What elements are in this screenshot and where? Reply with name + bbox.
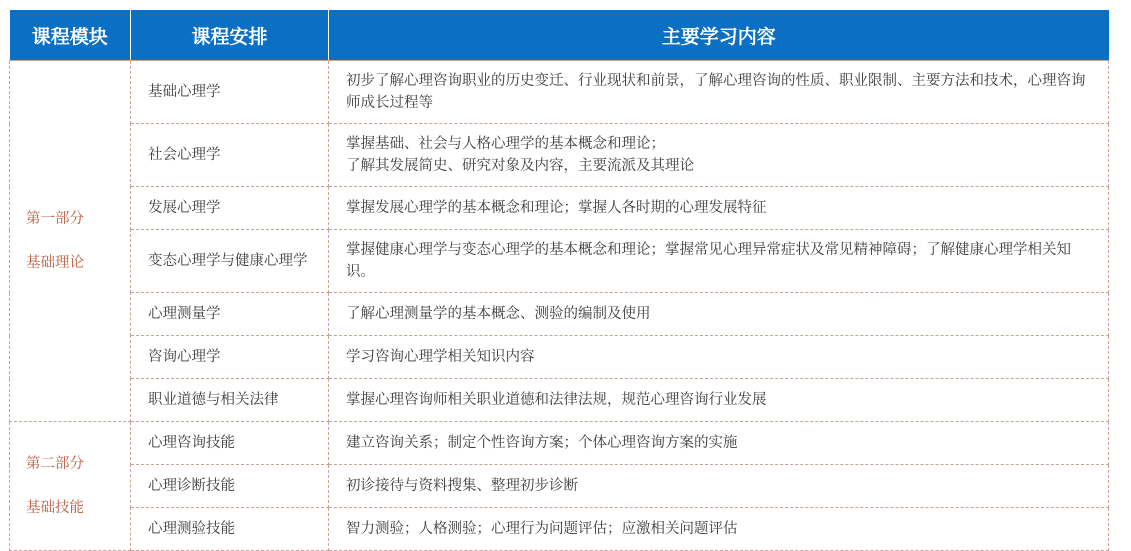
content-line: 智力测验；人格测验；心理行为问题评估；应激相关问题评估: [346, 521, 738, 537]
table-row: [10, 230, 1109, 293]
course-name: 心理诊断技能: [131, 465, 329, 508]
table-row: [10, 465, 1109, 508]
table-row: [10, 508, 1109, 551]
course-content: [329, 422, 1109, 465]
course-content: [329, 187, 1109, 230]
course-name: 社会心理学: [131, 124, 329, 187]
module-cell-part-one: [10, 61, 131, 422]
table-row: [10, 422, 1109, 465]
header-content: 主要学习内容: [329, 10, 1109, 61]
table-row: [10, 336, 1109, 379]
course-name: 咨询心理学: [131, 336, 329, 379]
course-content: [329, 336, 1109, 379]
content-line: 学习咨询心理学相关知识内容: [346, 349, 535, 365]
table-row: [10, 187, 1109, 230]
course-content: [329, 508, 1109, 551]
course-name: 变态心理学与健康心理学: [131, 230, 329, 293]
course-name: 心理咨询技能: [131, 422, 329, 465]
course-content: [329, 379, 1109, 422]
content-line: 掌握心理咨询师相关职业道德和法律法规，规范心理咨询行业发展: [346, 392, 767, 408]
content-line: 初诊接待与资料搜集、整理初步诊断: [346, 478, 578, 494]
content-line: 建立咨询关系；制定个性咨询方案；个体心理咨询方案的实施: [346, 435, 738, 451]
content-line: 掌握发展心理学的基本概念和理论；掌握人各时期的心理发展特征: [346, 200, 767, 216]
content-line: 掌握健康心理学与变态心理学的基本概念和理论；掌握常见心理异常症状及常见精神障碍；了解健康心理学相关知识。: [346, 242, 1071, 280]
table-row: [10, 124, 1109, 187]
course-name: 基础心理学: [131, 61, 329, 124]
module-part-label: 第一部分: [26, 211, 84, 227]
table-row: [10, 61, 1109, 124]
content-line: 了解其发展简史、研究对象及内容，主要流派及其理论: [346, 158, 694, 174]
table-row: [10, 293, 1109, 336]
course-content: [329, 61, 1109, 124]
course-content: [329, 293, 1109, 336]
module-part-title: 基础技能: [26, 500, 84, 516]
curriculum-table: [9, 10, 1109, 551]
course-content: [329, 465, 1109, 508]
module-part-title: 基础理论: [26, 255, 84, 271]
header-course: 课程安排: [131, 10, 329, 61]
course-name: 职业道德与相关法律: [131, 379, 329, 422]
course-name: 发展心理学: [131, 187, 329, 230]
course-name: 心理测验技能: [131, 508, 329, 551]
content-line: 掌握基础、社会与人格心理学的基本概念和理论；: [346, 136, 665, 152]
course-name: 心理测量学: [131, 293, 329, 336]
table-row: [10, 379, 1109, 422]
content-line: 初步了解心理咨询职业的历史变迁、行业现状和前景，了解心理咨询的性质、职业限制、主要方法和技术，心理咨询师成长过程等: [346, 73, 1086, 111]
table-header-row: [10, 10, 1109, 61]
course-content: [329, 230, 1109, 293]
curriculum-table-wrapper: [9, 10, 1108, 551]
module-cell-part-two: [10, 422, 131, 551]
course-content: [329, 124, 1109, 187]
module-part-label: 第二部分: [26, 456, 84, 472]
content-line: 了解心理测量学的基本概念、测验的编制及使用: [346, 306, 651, 322]
header-module: 课程模块: [10, 10, 131, 61]
